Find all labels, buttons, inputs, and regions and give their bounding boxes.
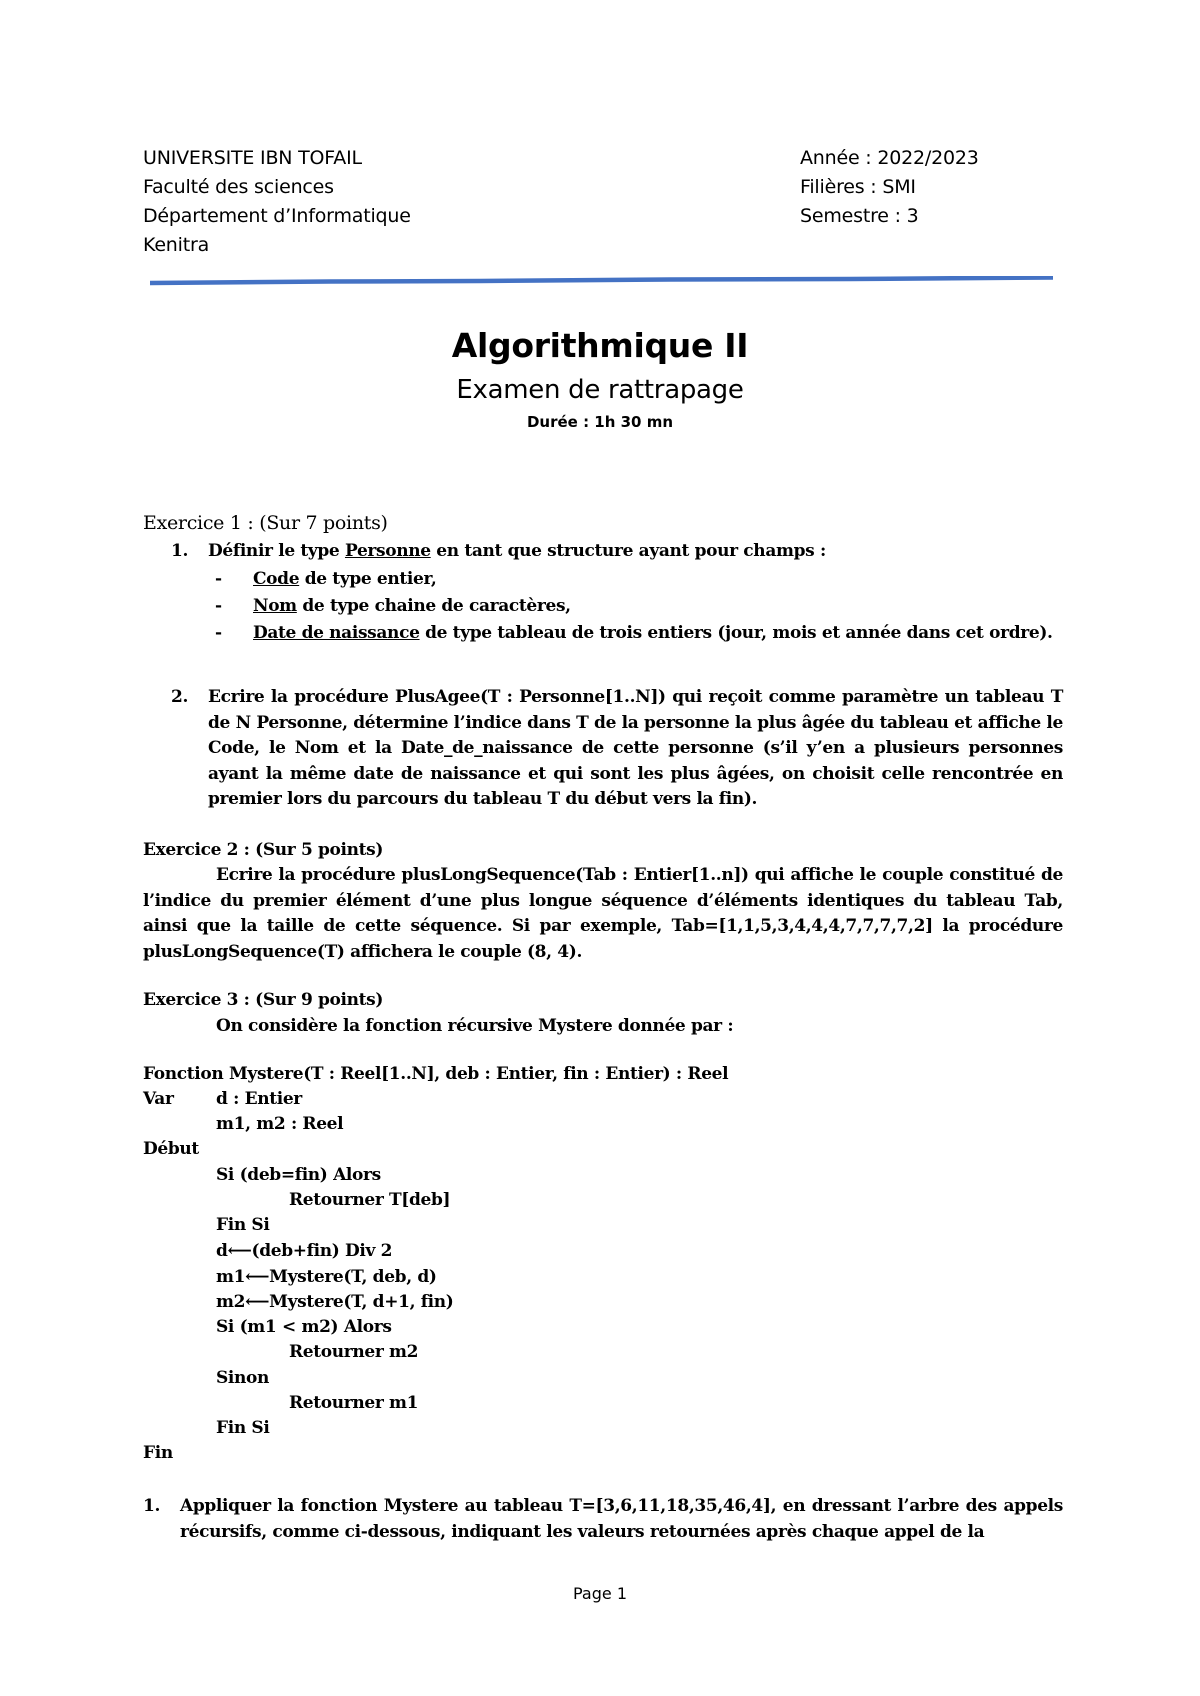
semester: Semestre : 3: [800, 205, 919, 227]
code-line: m1⟵Mystere(T, deb, d): [216, 1267, 437, 1287]
course-info-header: [800, 144, 979, 231]
question-text: Définir le type: [208, 541, 345, 561]
end-keyword: Fin: [143, 1443, 173, 1463]
code-line: Retourner m1: [289, 1393, 419, 1413]
question-number: 1.: [171, 541, 189, 561]
exercise-1-question-2: [171, 685, 1063, 813]
var-keyword: Var: [143, 1089, 174, 1109]
field-list-item: [215, 567, 1065, 593]
code-line: d⟵(deb+fin) Div 2: [216, 1241, 393, 1261]
var-declaration: d : Entier: [216, 1089, 302, 1109]
institution-header: [143, 144, 411, 260]
exercise-1-heading: Exercice 1 : (Sur 7 points): [143, 512, 388, 534]
university-name: UNIVERSITE IBN TOFAIL: [143, 147, 362, 169]
field-description: de type chaine de caractères,: [296, 596, 571, 616]
field-list-item: [215, 594, 1065, 620]
code-line: Sinon: [216, 1368, 270, 1388]
list-dash: -: [215, 569, 222, 589]
question-text: Appliquer la fonction Mystere au tableau T=[3,6,11,18,35,46,4], en dressant l’arbre des appels récursifs, comme ci-dessous, indiquant les valeurs retournées après chaque appel de la: [180, 1496, 1063, 1542]
question-number: 2.: [171, 687, 189, 707]
begin-keyword: Début: [143, 1139, 199, 1159]
program-name: Filières : SMI: [800, 176, 916, 198]
code-line: Retourner m2: [289, 1342, 419, 1362]
list-dash: -: [215, 623, 222, 643]
var-declaration: m1, m2 : Reel: [216, 1114, 344, 1134]
question-text: en tant que structure ayant pour champs :: [430, 541, 826, 561]
type-name-personne: Personne: [344, 541, 431, 561]
list-dash: -: [215, 596, 222, 616]
code-line: Si (m1 < m2) Alors: [216, 1317, 392, 1337]
page-number: Page 1: [573, 1584, 627, 1603]
code-line: Fin Si: [216, 1418, 270, 1438]
field-name: Code: [253, 569, 300, 589]
exam-subtitle: Examen de rattrapage: [456, 375, 744, 405]
exam-title: Algorithmique II: [451, 326, 749, 365]
code-line: m2⟵Mystere(T, d+1, fin): [216, 1292, 454, 1312]
code-line: Retourner T[deb]: [289, 1190, 451, 1210]
faculty-name: Faculté des sciences: [143, 176, 334, 198]
function-signature: Fonction Mystere(T : Reel[1..N], deb : Entier, fin : Entier) : Reel: [143, 1064, 729, 1084]
exercise-2-statement: Ecrire la procédure plusLongSequence(Tab : Entier[1..n]) qui affiche le couple constitué de l’indice du premier élément d’une plus longue séquence d’éléments identiques du tableau Tab, ainsi que la taille de cette séquence. Si par exemple, Tab=[1,1,5,3,4,4,4,7,7,7,7,2] la procédure plusLongSequence(T) affichera le couple (8, 4).: [143, 865, 1063, 962]
field-name: Nom: [253, 596, 297, 616]
exercise-2-heading: Exercice 2 : (Sur 5 points): [143, 840, 384, 860]
header-divider-line: [150, 276, 1053, 286]
exercise-3-heading: Exercice 3 : (Sur 9 points): [143, 990, 384, 1010]
exam-duration: Durée : 1h 30 mn: [526, 413, 674, 431]
city-name: Kenitra: [143, 234, 210, 256]
code-line: Fin Si: [216, 1215, 270, 1235]
exercise-3-question-1: [143, 1494, 1063, 1545]
question-number: 1.: [143, 1496, 161, 1516]
exercise-1-question-1: [171, 539, 1063, 565]
exercise-3-intro: On considère la fonction récursive Mystere donnée par :: [216, 1016, 734, 1036]
academic-year: Année : 2022/2023: [800, 147, 979, 169]
question-text: Ecrire la procédure PlusAgee(T : Personne[1..N]) qui reçoit comme paramètre un tableau T de N Personne, détermine l’indice dans T de la personne la plus âgée du tableau et affiche le Code, le Nom et la Date_de_naissance de cette personne (s’il y’en a plusieurs personnes ayant la même date de naissance et qui sont les plus âgées, on choisit celle rencontrée en premier lors du parcours du tableau T du début vers la fin).: [208, 687, 1063, 809]
department-name: Département d’Informatique: [143, 205, 411, 227]
field-name: Date de naissance: [253, 623, 420, 643]
code-line: Si (deb=fin) Alors: [216, 1165, 381, 1185]
field-description: de type entier,: [299, 569, 437, 589]
field-description: de type tableau de trois entiers (jour, mois et année dans cet ordre).: [419, 623, 1053, 643]
field-list-item: [215, 621, 1065, 647]
